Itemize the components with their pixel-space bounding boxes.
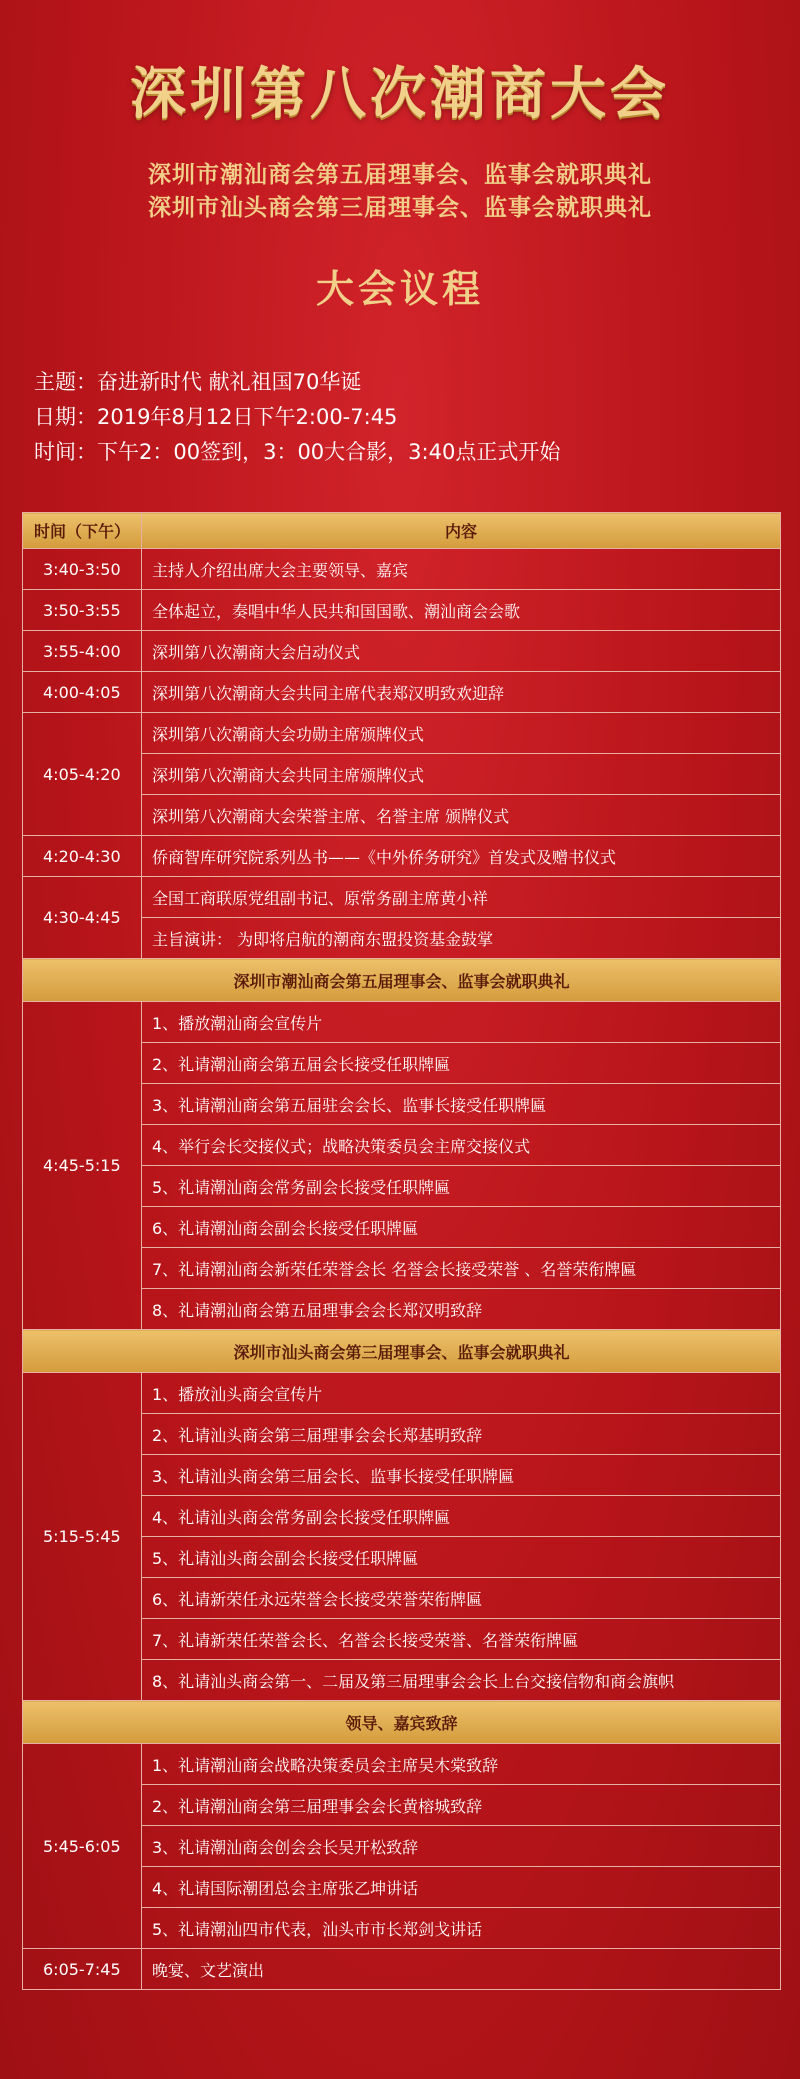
section-title: 深圳市潮汕商会第五届理事会、监事会就职典礼 bbox=[23, 959, 781, 1002]
content-cell: 晚宴、文艺演出 bbox=[142, 1949, 781, 1990]
table-row bbox=[23, 631, 781, 672]
time-cell: 4:05-4:20 bbox=[23, 713, 142, 836]
content-cell: 主持人介绍出席大会主要领导、嘉宾 bbox=[142, 549, 781, 590]
section-header-shantou bbox=[23, 1330, 781, 1373]
content-cell: 深圳第八次潮商大会共同主席颁牌仪式 bbox=[142, 754, 781, 795]
content-cell: 5、礼请潮汕商会常务副会长接受任职牌匾 bbox=[142, 1166, 781, 1207]
content-cell: 4、举行会长交接仪式；战略决策委员会主席交接仪式 bbox=[142, 1125, 781, 1166]
content-cell: 4、礼请汕头商会常务副会长接受任职牌匾 bbox=[142, 1496, 781, 1537]
time-cell: 4:20-4:30 bbox=[23, 836, 142, 877]
time-cell: 3:55-4:00 bbox=[23, 631, 142, 672]
section-header-chaoshan bbox=[23, 959, 781, 1002]
subtitle-shantou: 深圳市汕头商会第三届理事会、监事会就职典礼 bbox=[148, 195, 652, 221]
theme-line: 主题：奋进新时代 献礼祖国70华诞 bbox=[34, 370, 362, 394]
table-row bbox=[23, 1744, 781, 1785]
agenda-heading: 大会议程 bbox=[315, 267, 484, 311]
content-cell: 主旨演讲： 为即将启航的潮商东盟投资基金鼓掌 bbox=[142, 918, 781, 959]
content-cell: 2、礼请潮汕商会第五届会长接受任职牌匾 bbox=[142, 1043, 781, 1084]
content-cell: 深圳第八次潮商大会启动仪式 bbox=[142, 631, 781, 672]
content-cell: 3、礼请潮汕商会第五届驻会会长、监事长接受任职牌匾 bbox=[142, 1084, 781, 1125]
table-row bbox=[23, 1949, 781, 1990]
table-header-row bbox=[23, 513, 781, 549]
time-cell: 4:30-4:45 bbox=[23, 877, 142, 959]
content-cell: 全国工商联原党组副书记、原常务副主席黄小祥 bbox=[142, 877, 781, 918]
time-cell: 4:00-4:05 bbox=[23, 672, 142, 713]
content-cell: 5、礼请潮汕四市代表，汕头市市长郑剑戈讲话 bbox=[142, 1908, 781, 1949]
content-cell: 6、礼请新荣任永远荣誉会长接受荣誉荣衔牌匾 bbox=[142, 1578, 781, 1619]
time-cell: 3:50-3:55 bbox=[23, 590, 142, 631]
table-row bbox=[23, 1373, 781, 1414]
content-cell: 7、礼请新荣任荣誉会长、名誉会长接受荣誉、名誉荣衔牌匾 bbox=[142, 1619, 781, 1660]
content-cell: 1、播放汕头商会宣传片 bbox=[142, 1373, 781, 1414]
time-cell: 3:40-3:50 bbox=[23, 549, 142, 590]
section-title: 深圳市汕头商会第三届理事会、监事会就职典礼 bbox=[23, 1330, 781, 1373]
subtitle-chaoshan: 深圳市潮汕商会第五届理事会、监事会就职典礼 bbox=[148, 162, 652, 188]
content-cell: 2、礼请潮汕商会第三届理事会会长黄榕城致辞 bbox=[142, 1785, 781, 1826]
table-row bbox=[23, 877, 781, 918]
content-cell: 6、礼请潮汕商会副会长接受任职牌匾 bbox=[142, 1207, 781, 1248]
section-header-speeches bbox=[23, 1701, 781, 1744]
section-title: 领导、嘉宾致辞 bbox=[23, 1701, 781, 1744]
table-row bbox=[23, 1002, 781, 1043]
content-cell: 7、礼请潮汕商会新荣任荣誉会长 名誉会长接受荣誉 、名誉荣衔牌匾 bbox=[142, 1248, 781, 1289]
content-cell: 深圳第八次潮商大会荣誉主席、名誉主席 颁牌仪式 bbox=[142, 795, 781, 836]
page-title: 深圳第八次潮商大会 bbox=[130, 62, 670, 127]
header-content: 内容 bbox=[142, 513, 781, 549]
table-row bbox=[23, 672, 781, 713]
content-cell: 深圳第八次潮商大会功勋主席颁牌仪式 bbox=[142, 713, 781, 754]
content-cell: 5、礼请汕头商会副会长接受任职牌匾 bbox=[142, 1537, 781, 1578]
time-cell: 5:45-6:05 bbox=[23, 1744, 142, 1949]
content-cell: 1、播放潮汕商会宣传片 bbox=[142, 1002, 781, 1043]
content-cell: 1、礼请潮汕商会战略决策委员会主席吴木棠致辞 bbox=[142, 1744, 781, 1785]
content-cell: 3、礼请汕头商会第三届会长、监事长接受任职牌匾 bbox=[142, 1455, 781, 1496]
time-cell: 5:15-5:45 bbox=[23, 1373, 142, 1701]
time-cell: 6:05-7:45 bbox=[23, 1949, 142, 1990]
header-time: 时间（下午） bbox=[23, 513, 142, 549]
agenda-table bbox=[22, 512, 781, 1990]
time-cell: 4:45-5:15 bbox=[23, 1002, 142, 1330]
time-line: 时间：下午2：00签到，3：00大合影，3:40点正式开始 bbox=[34, 440, 561, 464]
content-cell: 全体起立，奏唱中华人民共和国国歌、潮汕商会会歌 bbox=[142, 590, 781, 631]
content-cell: 深圳第八次潮商大会共同主席代表郑汉明致欢迎辞 bbox=[142, 672, 781, 713]
content-cell: 8、礼请汕头商会第一、二届及第三届理事会会长上台交接信物和商会旗帜 bbox=[142, 1660, 781, 1701]
content-cell: 4、礼请国际潮团总会主席张乙坤讲话 bbox=[142, 1867, 781, 1908]
table-row bbox=[23, 549, 781, 590]
content-cell: 3、礼请潮汕商会创会会长吴开松致辞 bbox=[142, 1826, 781, 1867]
date-line: 日期：2019年8月12日下午2:00-7:45 bbox=[34, 405, 398, 429]
table-row bbox=[23, 713, 781, 754]
content-cell: 8、礼请潮汕商会第五届理事会会长郑汉明致辞 bbox=[142, 1289, 781, 1330]
table-row bbox=[23, 590, 781, 631]
content-cell: 2、礼请汕头商会第三届理事会会长郑基明致辞 bbox=[142, 1414, 781, 1455]
content-cell: 侨商智库研究院系列丛书——《中外侨务研究》首发式及赠书仪式 bbox=[142, 836, 781, 877]
table-row bbox=[23, 836, 781, 877]
